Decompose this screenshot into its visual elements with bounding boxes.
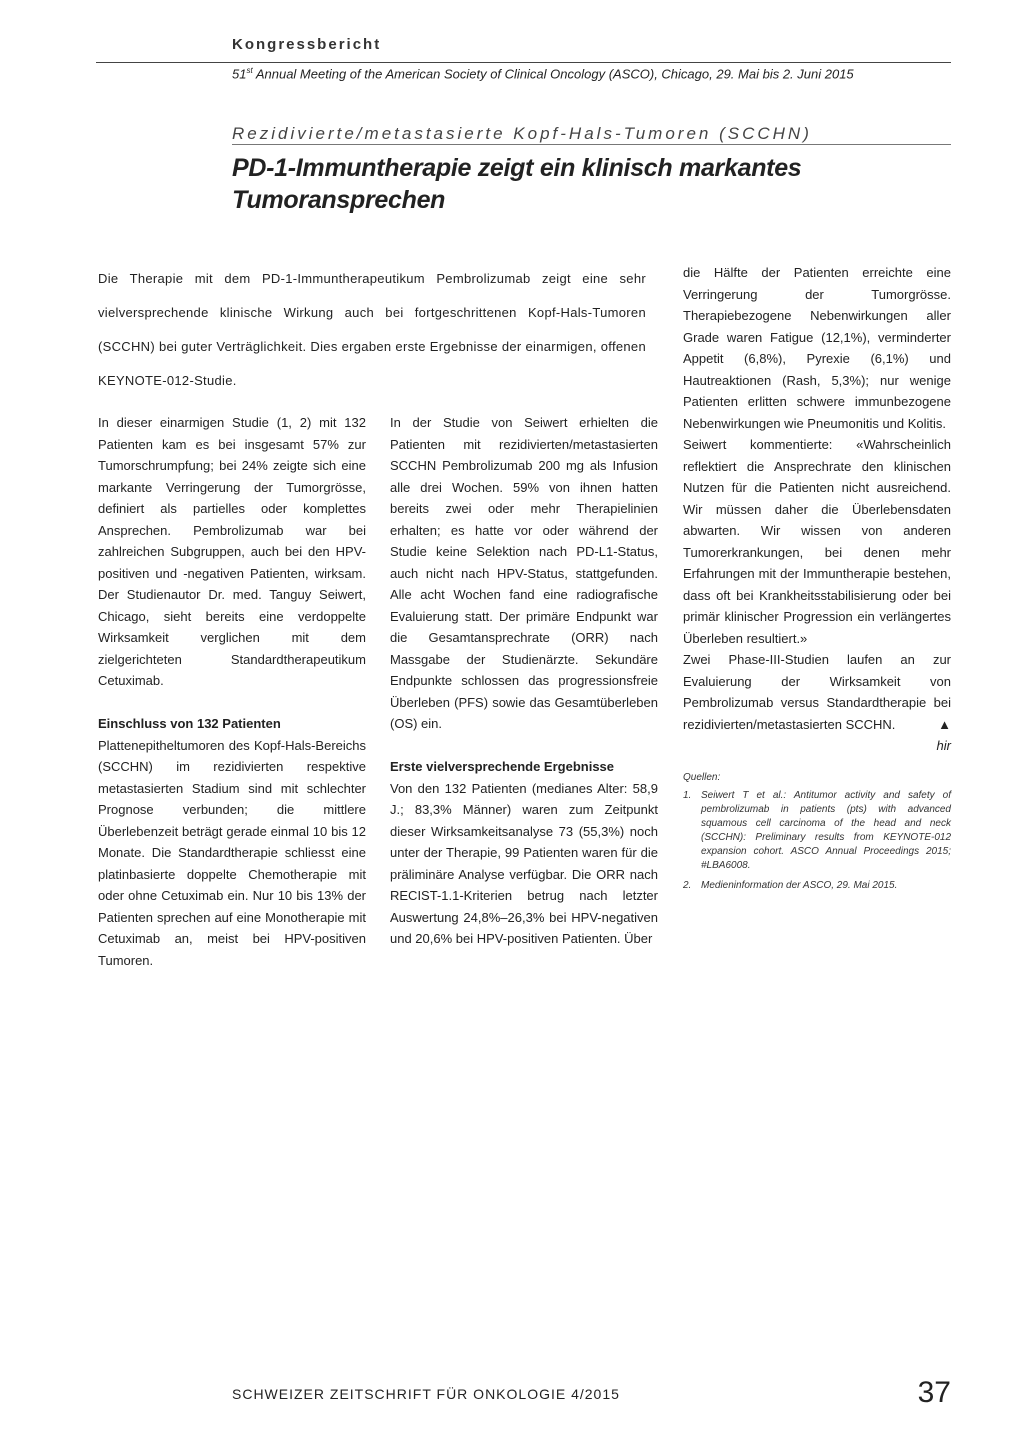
- body-paragraph: [683, 649, 951, 735]
- source-text: Seiwert T et al.: Antitumor activity and safety of pembrolizumab in patients (pts) with advanced squamous cell carcinoma of the head and neck (SCCHN): Preliminary results from KEYNOTE-012 expansion cohort. ASCO Annual Proceedings 2015; #LBA6008.: [701, 789, 951, 871]
- journal-name: SCHWEIZER ZEITSCHRIFT FÜR ONKOLOGIE 4/2015: [232, 1386, 620, 1402]
- body-paragraph: In der Studie von Seiwert erhielten die Patienten mit rezidivierten/metastasierten SCCHN Pembrolizumab 200 mg als Infusion alle drei Wochen. 59% von ihnen hatten bereits zwei oder mehr Therapielinien erhalten; es hatte vor oder während der Studie keine Selektion nach PD-L1-Status, auch nicht nach HPV-Status, stattgefunden. Alle acht Wochen fand eine radiografische Evaluierung statt. Der primäre Endpunkt war die Gesamtansprechrate (ORR) nach Massgabe der Studienärzte. Sekundäre Endpunkte schlossen das progressionsfreie Überleben (PFS) sowie das Gesamtüberleben (OS) ein.: [390, 415, 658, 731]
- conference-text: Annual Meeting of the American Society of Clinical Oncology (ASCO), Chicago, 29. Mai bis 2. Juni 2015: [252, 66, 854, 82]
- article-lead: Die Therapie mit dem PD-1-Immuntherapeutikum Pembrolizumab zeigt eine sehr vielversprechende klinische Wirkung auch bei fortgeschrittenen Kopf-Hals-Tumoren (SCCHN) bei guter Verträglichkeit. Dies ergaben erste Ergebnisse der einarmigen, offenen KEYNOTE-012-Studie.: [98, 271, 646, 388]
- subheading-inclusion: Einschluss von 132 Patienten: [98, 716, 281, 731]
- conference-line: [232, 66, 854, 81]
- section-label: Kongressbericht: [232, 36, 382, 53]
- header-divider: [96, 62, 951, 63]
- source-item: [683, 879, 951, 893]
- column-2: [390, 412, 658, 950]
- source-text: Medieninformation der ASCO, 29. Mai 2015.: [701, 879, 898, 891]
- page-number: 37: [917, 1376, 951, 1409]
- body-paragraph: In dieser einarmigen Studie (1, 2) mit 132 Patienten kam es bei insgesamt 57% zur Tumorschrumpfung; bei 24% zeigte sich eine markante Verringerung der Tumorgrösse, definiert als partielles oder komplettes Ansprechen. Pembrolizumab war bei zahlreichen Subgruppen, auch bei den HPV-positiven und -negativen Patienten, wirksam. Der Studienautor Dr. med. Tanguy Seiwert, Chicago, sieht bereits eine verdoppelte Wirksamkeit verglichen mit dem zielgerichteten Standardtherapeutikum Cetuximab.: [98, 415, 366, 688]
- body-paragraph: die Hälfte der Patienten erreichte eine Verringerung der Tumorgrösse. Therapiebezogene Nebenwirkungen aller Grade waren Fatigue (12,1%), verminderter Appetit (6,8%), Pyrexie (6,1%) und Hautreaktionen (Rash, 5,3%); nur wenige Patienten erlitten schwere immunbezogene Nebenwirkungen wie Pneumonitis und Kolitis.: [683, 265, 951, 431]
- conference-number: 51: [232, 66, 247, 82]
- source-number: 1.: [683, 789, 692, 801]
- article-kicker: Rezidivierte/metastasierte Kopf-Hals-Tumoren (SCCHN): [232, 124, 812, 143]
- sources-heading: Quellen:: [683, 771, 721, 783]
- body-paragraph: Seiwert kommentierte: «Wahrscheinlich reflektiert die Ansprechrate den klinischen Nutzen für die Patienten nicht ausreichend. Wir müssen daher die Überlebensdaten abwarten. Wir wissen von anderen Tumorerkrankungen, bei denen mehr Erfahrungen mit der Immuntherapie bestehen, dass oft bei Krankheitsstabilisierung oder bei primär klinischer Progression ein verlängertes Überleben resultiert.»: [683, 437, 951, 646]
- source-item: [683, 789, 951, 873]
- kicker-divider: [232, 144, 951, 145]
- column-1: [98, 412, 366, 971]
- source-number: 2.: [683, 879, 692, 891]
- author-initials: hir: [936, 738, 951, 753]
- closing-text: Zwei Phase-III-Studien laufen an zur Evaluierung der Wirksamkeit von Pembrolizumab versus Standardtherapie bei rezidivierten/metastasierten SCCHN.: [683, 652, 951, 732]
- body-paragraph: Plattenepitheltumoren des Kopf-Hals-Bereichs (SCCHN) im rezidivierten respektive metastasierten Stadium sind mit schlechter Prognose verbunden; die mittlere Überlebenzeit beträgt gerade einmal 10 bis 12 Monate. Die Standardtherapie schliesst eine platinbasierte doppelte Chemotherapie mit oder ohne Cetuximab ein. Nur 10 bis 13% der Patienten sprechen auf eine Monotherapie mit Cetuximab an, meist bei HPV-positiven Tumoren.: [98, 737, 366, 968]
- article-title: PD-1-Immuntherapie zeigt ein klinisch markantes Tumoransprechen: [232, 154, 802, 214]
- body-paragraph: Von den 132 Patienten (medianes Alter: 58,9 J.; 83,3% Männer) waren zum Zeitpunkt dieser Wirksamkeitsanalyse 73 (55,3%) noch unter der Therapie, 99 Patienten waren für die präliminäre Analyse verfügbar. Die ORR nach RECIST-1.1-Kriterien betrug nach letzter Auswertung 24,8%–26,3% bei HPV-negativen und 20,6% bei HPV-positiven Patienten. Über: [390, 780, 658, 946]
- end-triangle-icon: ▲: [938, 716, 951, 732]
- sources-list: [683, 771, 951, 893]
- column-3: [683, 262, 951, 899]
- conference-ordinal: st: [246, 66, 253, 75]
- subheading-results: Erste vielversprechende Ergebnisse: [390, 759, 615, 774]
